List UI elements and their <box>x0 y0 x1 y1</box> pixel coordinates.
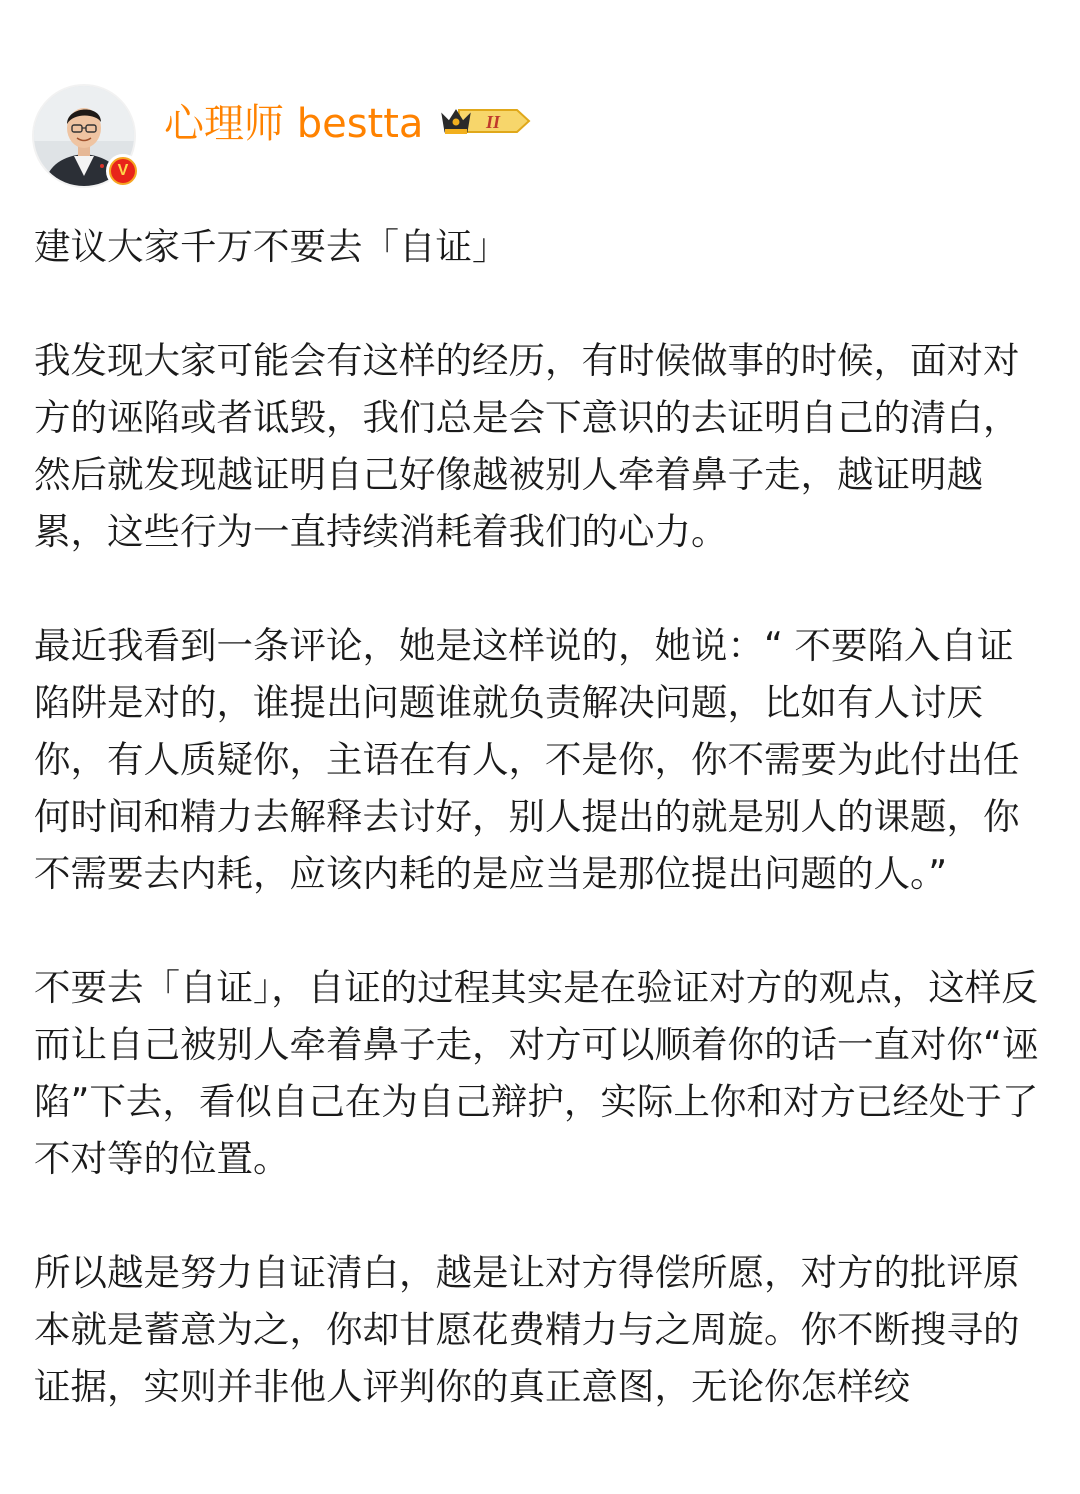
post-body <box>34 218 1044 1415</box>
post-paragraph-2: 最近我看到一条评论，她是这样说的，她说：“ 不要陷入自证陷阱是对的，谁提出问题谁就负责解决问题，比如有人讨厌你，有人质疑你，主语在有人，不是你，你不需要为此付出任何时间和精力去解释去讨好，别人提出的就是别人的课题，你不需要去内耗，应该内耗的是应当是那位提出问题的人。” <box>34 624 1020 895</box>
post-paragraph-1: 我发现大家可能会有这样的经历，有时候做事的时候，面对对方的诬陷或者诋毁，我们总是会下意识的去证明自己的清白，然后就发现越证明自己好像越被别人牵着鼻子走，越证明越累，这些行为一直持续消耗着我们的心力。 <box>34 339 1020 553</box>
post-paragraph-3: 不要去「自证」，自证的过程其实是在验证对方的观点，这样反而让自己被别人牵着鼻子走，对方可以顺着你的话一直对你“诬陷”下去，看似自己在为自己辩护，实际上你和对方已经处于了不对等的位置。 <box>34 966 1039 1180</box>
username-row <box>164 92 531 149</box>
vip-crown-icon[interactable] <box>439 104 531 138</box>
post-title: 建议大家千万不要去「自证」 <box>34 225 509 268</box>
post-header <box>32 84 1032 188</box>
username-link[interactable]: 心理师 bestta <box>164 101 424 147</box>
vip-level-text: II <box>486 111 501 132</box>
post-paragraph-4: 所以越是努力自证清白，越是让对方得偿所愿，对方的批评原本就是蓄意为之，你却甘愿花费精力与之周旋。你不断搜寻的证据，实则并非他人评判你的真正意图，无论你怎样绞 <box>34 1251 1020 1408</box>
avatar[interactable] <box>32 84 136 188</box>
verified-badge-letter: V <box>111 159 135 183</box>
verified-badge-icon <box>106 154 140 188</box>
